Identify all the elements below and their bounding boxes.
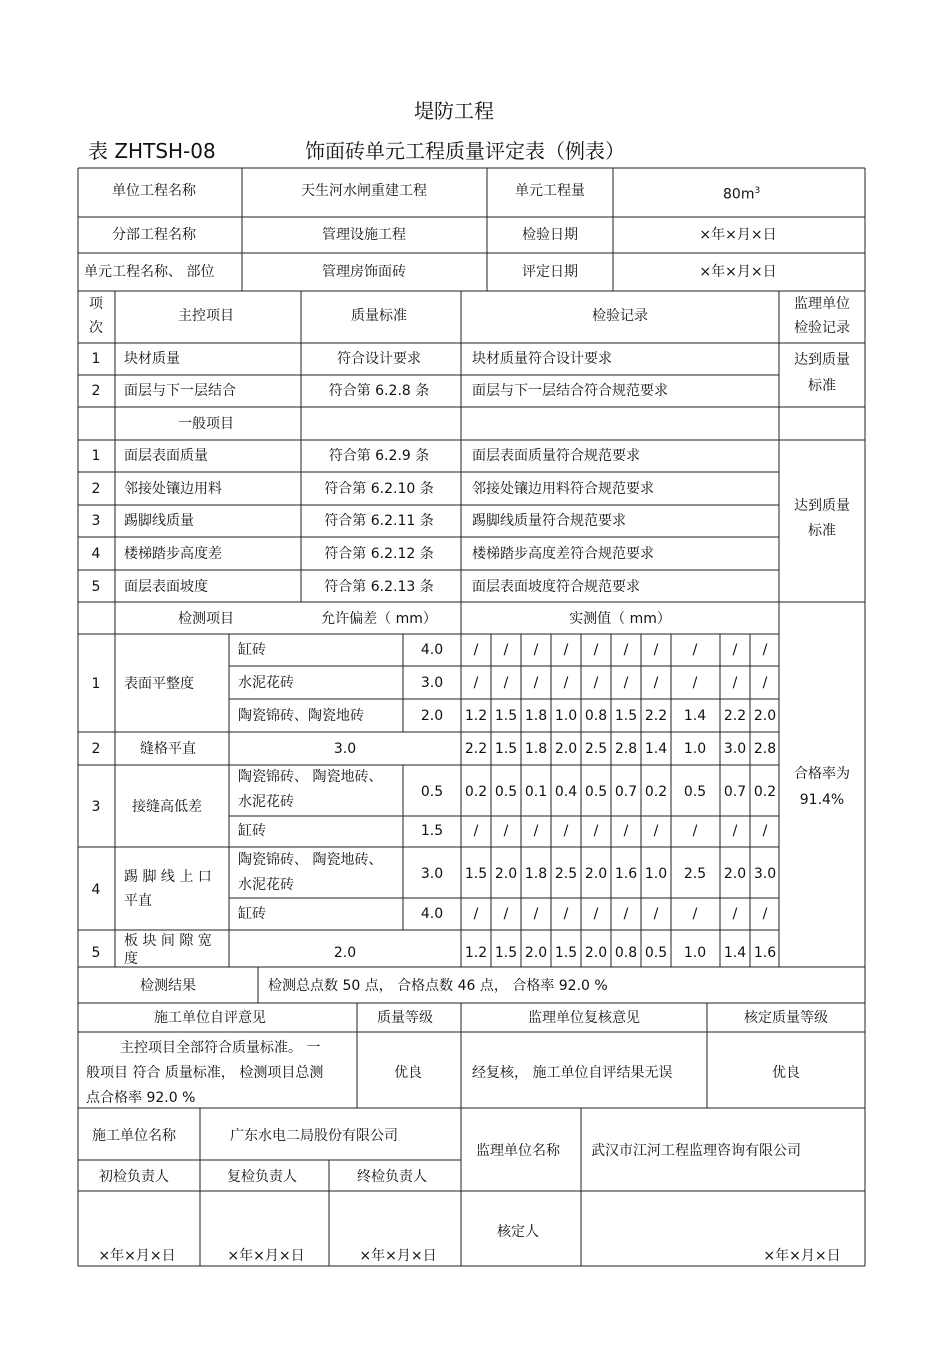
measured-value-cell: / xyxy=(653,823,659,839)
general-item-name: 邻接处镶边用料 xyxy=(124,481,222,497)
measure-sub-tol: 2.0 xyxy=(420,708,444,724)
main-item-standard: 符合设计要求 xyxy=(337,351,421,367)
verified-grade-header: 核定质量等级 xyxy=(744,1010,828,1026)
element-name-label: 单元工程名称、 部位 xyxy=(84,264,215,280)
contractor-label: 施工单位名称 xyxy=(92,1128,176,1144)
measured-value-cell: / xyxy=(732,906,738,922)
standard-header: 质量标准 xyxy=(351,308,407,324)
measured-value-cell: / xyxy=(533,823,539,839)
contractor-value: 广东水电二局股份有限公司 xyxy=(230,1128,398,1144)
measure-sub-name: 缸砖 xyxy=(238,642,266,658)
general-item-name: 踢脚线质量 xyxy=(124,513,194,529)
review-text: 经复核， 施工单位自评结果无误 xyxy=(472,1065,673,1081)
measured-value-cell: / xyxy=(732,642,738,658)
detection-result-label: 检测结果 xyxy=(140,978,196,994)
general-item-name: 面层表面坡度 xyxy=(124,579,208,595)
measured-value-cell: / xyxy=(732,675,738,691)
inspection-date-label: 检验日期 xyxy=(522,227,578,243)
measured-value-cell: 0.5 xyxy=(584,784,608,800)
measured-value-cell: 1.4 xyxy=(683,708,707,724)
measured-value-cell: 1.5 xyxy=(614,708,638,724)
measure-sub-name: 缸砖 xyxy=(238,906,266,922)
element-name-value: 管理房饰面砖 xyxy=(322,264,406,280)
measured-value-cell: 0.2 xyxy=(644,784,668,800)
evaluation-date-value: ×年×月×日 xyxy=(699,264,777,280)
measure-sub-tol: 3.0 xyxy=(420,866,444,882)
date-first: ×年×月×日 xyxy=(98,1248,176,1264)
measured-value-cell: 0.5 xyxy=(494,784,518,800)
measure-tol: 3.0 xyxy=(333,741,357,757)
measured-value-cell: 2.0 xyxy=(753,708,777,724)
date-verify: ×年×月×日 xyxy=(763,1248,841,1264)
general-label: 一般项目 xyxy=(178,416,234,432)
supervisor-value: 武汉市江河工程监理咨询有限公司 xyxy=(591,1143,801,1159)
tolerance-header: 允许偏差（ mm） xyxy=(321,611,437,627)
measured-value-cell: 2.0 xyxy=(554,741,578,757)
record-header: 检验记录 xyxy=(592,308,648,324)
measured-value-cell: / xyxy=(692,642,698,658)
general-item-standard: 符合第 6.2.12 条 xyxy=(324,546,434,562)
measure-no: 3 xyxy=(91,799,101,815)
main-result-2: 标准 xyxy=(808,378,836,394)
measure-name: 缝格平直 xyxy=(140,741,196,757)
measure-name-1: 板 块 间 隙 宽 xyxy=(124,933,212,949)
main-item-record: 面层与下一层结合符合规范要求 xyxy=(472,383,668,399)
measured-value-cell: / xyxy=(653,642,659,658)
general-item-no: 3 xyxy=(91,513,101,529)
general-item-name: 楼梯踏步高度差 xyxy=(124,546,222,562)
general-item-record: 踢脚线质量符合规范要求 xyxy=(472,513,626,529)
general-item-no: 2 xyxy=(91,481,101,497)
measured-value-cell: 0.1 xyxy=(524,784,548,800)
pass-rate-value: 91.4% xyxy=(799,792,845,808)
measured-value-cell: / xyxy=(563,642,569,658)
supervisor-label: 监理单位名称 xyxy=(476,1143,560,1159)
measured-value-cell: 2.2 xyxy=(723,708,747,724)
measure-name: 接缝高低差 xyxy=(132,799,202,815)
date-final: ×年×月×日 xyxy=(359,1248,437,1264)
verifier-label: 核定人 xyxy=(497,1224,539,1240)
contractor-self-header: 施工单位自评意见 xyxy=(154,1010,266,1026)
detection-result-text: 检测总点数 50 点， 合格点数 46 点， 合格率 92.0 % xyxy=(268,978,608,994)
measured-value-cell: / xyxy=(563,906,569,922)
main-item-name: 块材质量 xyxy=(124,351,180,367)
measure-no: 5 xyxy=(91,945,101,961)
measured-value-cell: 2.0 xyxy=(584,945,608,961)
measured-value-cell: / xyxy=(503,675,509,691)
measured-value-cell: / xyxy=(593,823,599,839)
measure-sub-tol: 4.0 xyxy=(420,642,444,658)
general-item-no: 1 xyxy=(91,448,101,464)
general-item-no: 5 xyxy=(91,579,101,595)
measured-value-cell: 1.6 xyxy=(614,866,638,882)
measured-value-cell: 1.5 xyxy=(494,945,518,961)
measured-value-cell: / xyxy=(623,823,629,839)
main-item-record: 块材质量符合设计要求 xyxy=(472,351,612,367)
measured-value-cell: / xyxy=(503,906,509,922)
date-second: ×年×月×日 xyxy=(227,1248,305,1264)
measured-value-cell: 0.5 xyxy=(644,945,668,961)
self-opinion-line-1: 主控项目全部符合质量标准。 一 xyxy=(120,1040,321,1056)
main-items-header: 主控项目 xyxy=(178,308,234,324)
measured-value-cell: / xyxy=(623,642,629,658)
measured-value-cell: / xyxy=(473,675,479,691)
measure-sub-name: 缸砖 xyxy=(238,823,266,839)
measured-value-cell: / xyxy=(533,675,539,691)
self-opinion-line-3: 点合格率 92.0 % xyxy=(86,1090,196,1106)
measure-sub-name-1: 陶瓷锦砖、 陶瓷地砖、 xyxy=(238,769,383,785)
measured-value-cell: 2.5 xyxy=(554,866,578,882)
general-item-name: 面层表面质量 xyxy=(124,448,208,464)
measured-value-cell: 1.0 xyxy=(683,945,707,961)
page-title: 堤防工程 xyxy=(414,99,494,123)
measured-value-cell: / xyxy=(692,906,698,922)
measured-value-cell: / xyxy=(623,675,629,691)
main-item-standard: 符合第 6.2.8 条 xyxy=(328,383,430,399)
unit-project-label: 单位工程名称 xyxy=(112,183,196,199)
final-check-label: 终检负责人 xyxy=(357,1169,427,1185)
measure-name-2: 度 xyxy=(124,951,138,967)
division-label: 分部工程名称 xyxy=(112,227,196,243)
measure-name: 表面平整度 xyxy=(124,676,194,692)
measured-value-cell: 2.5 xyxy=(683,866,707,882)
main-result-1: 达到质量 xyxy=(794,352,850,368)
general-item-no: 4 xyxy=(91,546,101,562)
measured-value-cell: / xyxy=(473,823,479,839)
measure-sub-name: 陶瓷锦砖、陶瓷地砖 xyxy=(238,708,364,724)
general-result-2: 标准 xyxy=(808,523,836,539)
measure-sub-name: 水泥花砖 xyxy=(238,675,294,691)
measured-value-cell: 2.0 xyxy=(584,866,608,882)
main-item-no: 2 xyxy=(91,383,101,399)
measure-sub-name-1: 陶瓷锦砖、 陶瓷地砖、 xyxy=(238,852,383,868)
measured-value-cell: / xyxy=(762,906,768,922)
measured-value-cell: 1.2 xyxy=(464,708,488,724)
measured-value-cell: 2.5 xyxy=(584,741,608,757)
measure-sub-name-2: 水泥花砖 xyxy=(238,794,294,810)
measured-value-cell: / xyxy=(762,823,768,839)
measured-value-cell: / xyxy=(473,906,479,922)
general-item-standard: 符合第 6.2.11 条 xyxy=(324,513,434,529)
re-check-label: 复检负责人 xyxy=(227,1169,297,1185)
measure-no: 4 xyxy=(91,882,101,898)
inspection-date-value: ×年×月×日 xyxy=(699,227,777,243)
measure-name-2: 平直 xyxy=(124,893,152,909)
measured-value-cell: 3.0 xyxy=(753,866,777,882)
measured-value-cell: / xyxy=(593,675,599,691)
measured-value-cell: 2.0 xyxy=(524,945,548,961)
measured-value-cell: 1.8 xyxy=(524,866,548,882)
measure-no: 2 xyxy=(91,741,101,757)
measured-value-cell: 1.8 xyxy=(524,741,548,757)
measured-value-cell: 3.0 xyxy=(723,741,747,757)
measured-value-cell: 1.0 xyxy=(683,741,707,757)
general-item-record: 邻接处镶边用料符合规范要求 xyxy=(472,481,654,497)
measured-value-cell: 1.8 xyxy=(524,708,548,724)
measured-value-cell: 2.2 xyxy=(644,708,668,724)
main-item-name: 面层与下一层结合 xyxy=(124,383,236,399)
unit-project-value: 天生河水闸重建工程 xyxy=(301,183,427,199)
measured-value-cell: / xyxy=(563,675,569,691)
measured-value-cell: 0.7 xyxy=(723,784,747,800)
main-item-no: 1 xyxy=(91,351,101,367)
measured-value-cell: 1.5 xyxy=(494,741,518,757)
measure-sub-name-2: 水泥花砖 xyxy=(238,877,294,893)
measured-value-cell: / xyxy=(503,642,509,658)
measure-name-1: 踢 脚 线 上 口 xyxy=(124,869,212,885)
evaluation-date-label: 评定日期 xyxy=(522,264,578,280)
measure-sub-tol: 3.0 xyxy=(420,675,444,691)
general-item-standard: 符合第 6.2.9 条 xyxy=(328,448,430,464)
verified-grade: 优良 xyxy=(772,1065,800,1081)
measured-value-cell: 2.0 xyxy=(723,866,747,882)
item-no-header-1: 项 xyxy=(89,296,103,312)
self-opinion-line-2: 般项目 符合 质量标准， 检测项目总测 xyxy=(86,1065,324,1081)
measured-value-cell: 1.5 xyxy=(554,945,578,961)
measured-value-cell: / xyxy=(623,906,629,922)
measured-value-cell: 0.5 xyxy=(683,784,707,800)
measure-tol: 2.0 xyxy=(333,945,357,961)
measured-value-cell: 0.8 xyxy=(614,945,638,961)
measured-value-cell: 0.2 xyxy=(464,784,488,800)
table-name: 饰面砖单元工程质量评定表（例表） xyxy=(305,139,625,163)
general-result-1: 达到质量 xyxy=(794,498,850,514)
general-item-record: 楼梯踏步高度差符合规范要求 xyxy=(472,546,654,562)
measured-value-cell: 1.4 xyxy=(644,741,668,757)
general-item-standard: 符合第 6.2.13 条 xyxy=(324,579,434,595)
measured-value-cell: 1.0 xyxy=(554,708,578,724)
measured-value-cell: / xyxy=(653,675,659,691)
division-value: 管理设施工程 xyxy=(322,227,406,243)
measured-value-cell: 1.6 xyxy=(753,945,777,961)
measured-value-cell: / xyxy=(503,823,509,839)
measure-sub-tol: 1.5 xyxy=(420,823,444,839)
measured-value-cell: / xyxy=(762,642,768,658)
supervisor-header-1: 监理单位 xyxy=(794,296,850,312)
measure-no: 1 xyxy=(91,676,101,692)
measure-sub-tol: 0.5 xyxy=(420,784,444,800)
measured-value-cell: 2.0 xyxy=(494,866,518,882)
measured-value-cell: 2.8 xyxy=(753,741,777,757)
measured-header: 实测值（ mm） xyxy=(569,611,671,627)
measured-value-cell: / xyxy=(593,906,599,922)
item-no-header-2: 次 xyxy=(89,320,103,336)
measured-value-cell: / xyxy=(692,675,698,691)
measured-value-cell: 0.7 xyxy=(614,784,638,800)
general-item-record: 面层表面坡度符合规范要求 xyxy=(472,579,640,595)
measure-sub-tol: 4.0 xyxy=(420,906,444,922)
measured-value-cell: 0.2 xyxy=(753,784,777,800)
measured-value-cell: 1.5 xyxy=(494,708,518,724)
general-item-record: 面层表面质量符合规范要求 xyxy=(472,448,640,464)
measured-value-cell: / xyxy=(762,675,768,691)
measured-value-cell: 0.8 xyxy=(584,708,608,724)
element-quantity-label: 单元工程量 xyxy=(515,183,585,199)
table-code: 表 ZHTSH-08 xyxy=(88,139,216,163)
supervisor-header-2: 检验记录 xyxy=(794,320,850,336)
measured-value-cell: / xyxy=(692,823,698,839)
measured-value-cell: 1.4 xyxy=(723,945,747,961)
measured-value-cell: 2.8 xyxy=(614,741,638,757)
self-grade: 优良 xyxy=(394,1065,422,1081)
quality-grade-header: 质量等级 xyxy=(377,1010,433,1026)
measured-value-cell: / xyxy=(563,823,569,839)
measured-value-cell: 1.2 xyxy=(464,945,488,961)
measured-value-cell: 0.4 xyxy=(554,784,578,800)
measured-value-cell: / xyxy=(533,906,539,922)
pass-rate-label: 合格率为 xyxy=(794,766,850,782)
measured-value-cell: 1.5 xyxy=(464,866,488,882)
element-quantity-value: $80m^3$ xyxy=(723,186,761,203)
measured-value-cell: / xyxy=(593,642,599,658)
measured-value-cell: / xyxy=(653,906,659,922)
measured-value-cell: 1.0 xyxy=(644,866,668,882)
measured-value-cell: / xyxy=(732,823,738,839)
first-check-label: 初检负责人 xyxy=(99,1169,169,1185)
measure-item-header: 检测项目 xyxy=(178,611,234,627)
measured-value-cell: / xyxy=(533,642,539,658)
supervisor-review-header: 监理单位复核意见 xyxy=(528,1010,640,1026)
general-item-standard: 符合第 6.2.10 条 xyxy=(324,481,434,497)
measured-value-cell: / xyxy=(473,642,479,658)
measured-value-cell: 2.2 xyxy=(464,741,488,757)
